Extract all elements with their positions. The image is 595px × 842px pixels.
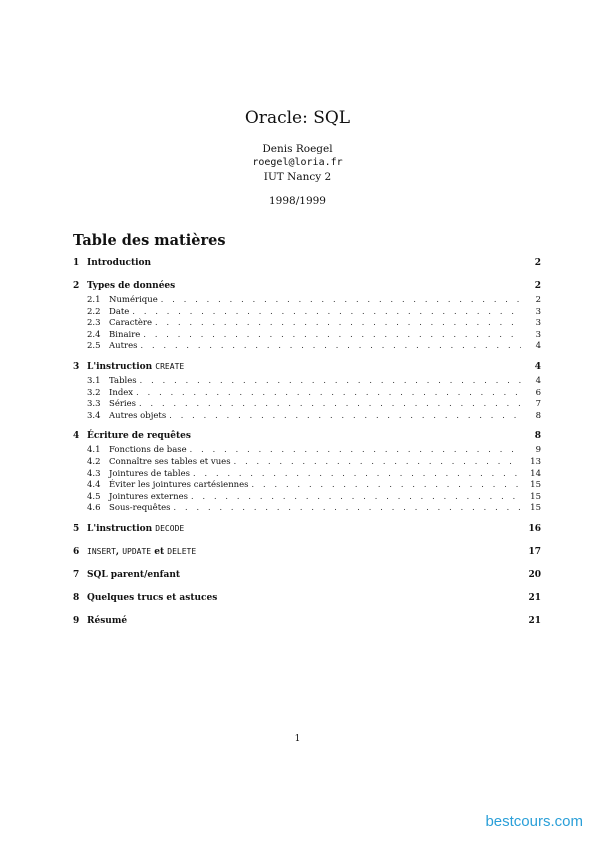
section-page-number: 4 [534, 361, 541, 372]
subsection-number: 4.3 [87, 468, 101, 479]
leader-dots [143, 330, 521, 339]
subsection-page-number: 2 [535, 295, 541, 305]
toc-heading: Table des matières [73, 232, 226, 249]
section-number: 9 [73, 615, 80, 626]
section-title [87, 524, 521, 534]
subsection-page-number: 13 [530, 456, 541, 467]
subsection-title: Autres [109, 341, 138, 352]
toc-section [73, 593, 541, 607]
subsection-page-number: 15 [530, 503, 541, 514]
leader-dots [234, 457, 521, 466]
leader-dots [132, 307, 521, 316]
subsection-page-number: 4 [535, 375, 541, 386]
document-title: Oracle: SQL [244, 108, 351, 128]
section-title [87, 570, 521, 580]
section-title-part: CREATE [155, 361, 185, 371]
toc-subsection-entry[interactable] [73, 503, 541, 515]
section-number: 4 [73, 431, 80, 442]
toc-subsection-entry[interactable] [73, 341, 541, 353]
toc-subsection-entry[interactable] [73, 469, 541, 481]
section-number: 2 [73, 281, 80, 291]
toc-subsection-entry[interactable] [73, 376, 541, 388]
section-title [87, 593, 521, 603]
subsection-title: Séries [109, 399, 137, 410]
subsection-page-number: 7 [535, 399, 541, 410]
subsection-title: Jointures de tables [109, 468, 190, 479]
section-title [87, 258, 521, 268]
subsection-number: 4.2 [87, 456, 101, 467]
leader-dots [193, 469, 521, 478]
subsection-number: 3.4 [87, 410, 101, 421]
subsection-title: Numérique [109, 295, 158, 305]
toc-section-entry[interactable] [73, 281, 541, 295]
section-page-number: 8 [534, 431, 541, 442]
subsection-page-number: 3 [535, 329, 541, 340]
subsection-page-number: 4 [535, 341, 541, 352]
subsection-page-number: 3 [535, 318, 541, 329]
section-title [87, 547, 521, 557]
section-number: 3 [73, 361, 80, 372]
toc-section-entry[interactable] [73, 593, 541, 607]
toc-section-entry[interactable] [73, 616, 541, 630]
section-page-number: 2 [534, 281, 541, 291]
subsection-number: 3.2 [87, 387, 101, 398]
section-title-part: Quelques trucs et astuces [87, 592, 218, 603]
toc-subsection-entry[interactable] [73, 411, 541, 423]
leader-dots [174, 503, 522, 512]
subsection-title: Date [109, 306, 130, 317]
toc-subsection-entry[interactable] [73, 399, 541, 411]
toc-section-entry[interactable] [73, 362, 541, 376]
section-title-part: SQL parent/enfant [87, 569, 181, 580]
toc-section-entry[interactable] [73, 258, 541, 272]
toc-section [73, 616, 541, 630]
subsection-number: 4.1 [87, 445, 101, 456]
leader-dots [139, 399, 521, 408]
subsection-page-number: 15 [530, 480, 541, 491]
author-name: Denis Roegel [262, 143, 333, 155]
toc-subsection-entry[interactable] [73, 295, 541, 307]
table-of-contents [73, 258, 541, 639]
toc-subsection-entry[interactable] [73, 330, 541, 342]
toc-subsection-entry[interactable] [73, 457, 541, 469]
section-title-part: L'instruction [87, 361, 156, 372]
subsection-number: 2.1 [87, 295, 101, 305]
section-title-part: Résumé [87, 615, 128, 626]
academic-year: 1998/1999 [269, 195, 326, 207]
leader-dots [161, 295, 521, 304]
section-number: 7 [73, 569, 80, 580]
toc-subsection-entry[interactable] [73, 318, 541, 330]
subsection-page-number: 3 [535, 306, 541, 317]
institution: IUT Nancy 2 [263, 171, 332, 183]
toc-subsection-entry[interactable] [73, 492, 541, 504]
subsection-title: Jointures externes [109, 491, 188, 502]
toc-section [73, 258, 541, 272]
subsection-page-number: 6 [535, 387, 541, 398]
subsection-number: 4.5 [87, 491, 101, 502]
toc-section [73, 547, 541, 561]
section-title-part: , [115, 546, 123, 557]
page-number: 1 [294, 734, 301, 744]
subsection-title: Tables [109, 375, 137, 386]
section-page-number: 17 [528, 546, 541, 557]
leader-dots [169, 411, 521, 420]
toc-subsection-entry[interactable] [73, 307, 541, 319]
toc-subsection-entry[interactable] [73, 445, 541, 457]
subsection-number: 3.1 [87, 375, 101, 386]
section-title-part: DELETE [167, 546, 197, 556]
section-title-part: Types de données [87, 281, 176, 291]
section-title-part: et [151, 546, 168, 557]
section-number: 6 [73, 546, 80, 557]
subsection-number: 4.4 [87, 480, 101, 491]
subsection-title: Éviter les jointures cartésiennes [109, 480, 249, 491]
toc-section [73, 570, 541, 584]
title-block [0, 108, 595, 207]
toc-section [73, 524, 541, 538]
leader-dots [252, 480, 521, 489]
leader-dots [140, 341, 521, 350]
leader-dots [136, 388, 521, 397]
leader-dots [140, 376, 521, 385]
section-title-part: UPDATE [122, 546, 152, 556]
toc-section [73, 362, 541, 422]
subsection-page-number: 9 [535, 445, 541, 456]
subsection-page-number: 15 [530, 491, 541, 502]
subsection-title: Sous-requêtes [109, 503, 171, 514]
section-title [87, 431, 521, 441]
toc-section [73, 281, 541, 353]
section-page-number: 16 [528, 523, 541, 534]
toc-section-entry[interactable] [73, 431, 541, 445]
subsection-page-number: 8 [535, 410, 541, 421]
watermark-logo: bestcours.com [485, 813, 583, 830]
subsection-title: Binaire [109, 329, 141, 340]
leader-dots [190, 445, 521, 454]
section-title-part: Introduction [87, 258, 152, 268]
section-title [87, 362, 521, 372]
section-page-number: 20 [528, 569, 541, 580]
section-number: 5 [73, 523, 80, 534]
section-page-number: 2 [534, 258, 541, 268]
author-email: roegel@loria.fr [252, 157, 343, 168]
subsection-title: Connaître ses tables et vues [109, 456, 231, 467]
subsection-number: 2.3 [87, 318, 101, 329]
subsection-title: Fonctions de base [109, 445, 187, 456]
subsection-number: 2.4 [87, 329, 101, 340]
section-title-part: DECODE [155, 523, 185, 533]
subsection-number: 3.3 [87, 399, 101, 410]
subsection-title: Index [109, 387, 134, 398]
leader-dots [155, 318, 521, 327]
toc-subsection-entry[interactable] [73, 388, 541, 400]
section-title-part: INSERT [87, 546, 116, 556]
toc-section-entry[interactable] [73, 547, 541, 561]
toc-section-entry[interactable] [73, 524, 541, 538]
toc-section-entry[interactable] [73, 570, 541, 584]
leader-dots [191, 492, 521, 501]
toc-section [73, 431, 541, 515]
subsection-title: Caractère [109, 318, 153, 329]
toc-subsection-entry[interactable] [73, 480, 541, 492]
section-page-number: 21 [528, 592, 541, 603]
section-page-number: 21 [528, 615, 541, 626]
subsection-number: 2.5 [87, 341, 101, 352]
section-number: 8 [73, 592, 80, 603]
section-title-part: L'instruction [87, 523, 156, 534]
subsection-number: 4.6 [87, 503, 101, 514]
section-title [87, 281, 521, 291]
subsection-number: 2.2 [87, 306, 101, 317]
subsection-title: Autres objets [109, 410, 167, 421]
section-title [87, 616, 521, 626]
section-title-part: Écriture de requêtes [87, 431, 191, 442]
subsection-page-number: 14 [530, 468, 541, 479]
section-number: 1 [73, 258, 80, 268]
